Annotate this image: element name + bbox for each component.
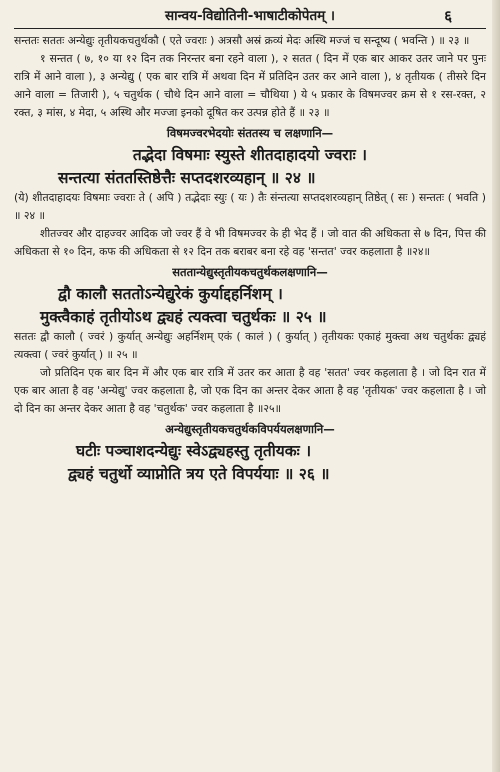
verse-26-line-1: घटीः पञ्चाशदन्येद्युः स्वेऽद्व्यहस्तु तृतीयकः । <box>76 441 312 460</box>
page-number: ६ <box>444 7 452 25</box>
commentary-24: शीतज्वर और दाहज्वर आदिक जो ज्वर हैं वे भी विषमज्वर के ही भेद हैं । जो वात की अधिकता से ७ दिन, पित्त की अधिकता से १० दिन, कफ की अधिकता से १२ दिन तक बराबर बना रहे वह 'सन्तत' ज्वर कहलाता है ॥२४॥ <box>14 227 486 258</box>
verse-25-line-2: मुक्त्वैकाहं तृतीयोऽथ द्व्यहं त्यक्त्वा चतुर्थकः ॥ २५ ॥ <box>40 307 327 326</box>
section-heading-26: अन्येद्युस्तृतीयकचतुर्थकविपर्ययलक्षणानि— <box>165 422 335 436</box>
commentary-25: जो प्रतिदिन एक बार दिन में और एक बार रात्रि में उतर कर आता है वह 'सतत' ज्वर कहलाता है । जो दिन रात में एक बार आता है वह 'अन्येद्यु' ज्वर कहलाता है, जो एक दिन का अन्तर देकर आता है वह 'तृतीयक' ज्वर कहलाता है । जो दो दिन का अन्तर देकर आता है वह 'चतुर्थक' ज्वर कहलाता है ॥२५॥ <box>14 366 486 415</box>
anvaya-24: (ये) शीतदाहादयः विषमाः ज्वराः ते ( अपि ) तद्भेदाः स्युः ( यः ) तैः संन्तत्या सप्तदशरव्यहान् तिष्ठेत् ( सः ) सन्ततः ( भवति ) ॥ २४ ॥ <box>14 191 486 222</box>
verse-26-line-2: द्व्यहं चतुर्थो व्याप्नोति त्रय एते विपर्ययाः ॥ २६ ॥ <box>68 464 330 483</box>
verse-24-line-2: सन्तत्या संततस्तिष्ठेत्तैः सप्तदशरव्यहान् ॥ २४ ॥ <box>58 168 316 187</box>
header-rule <box>14 28 486 29</box>
page-edge <box>492 0 500 772</box>
running-header <box>14 6 486 26</box>
section-heading-24: विषमज्वरभेदयोः संततस्य च लक्षणानि— <box>166 126 334 140</box>
anvaya-23: सन्ततः सततः अन्येद्युः तृतीयकचतुर्थकौ ( एते ज्वराः ) अत्रसौ अस्रं क्रव्यं मेदः अस्थि मज्जं च सन्दूष्य ( भवन्ति ) ॥ २३ ॥ <box>14 34 470 47</box>
verse-25-line-1: द्वौ कालौ सततोऽन्येद्युरेकं कुर्याद्दहर्निशम् । <box>58 284 283 303</box>
verse-24-line-1: तद्भेदा विषमाः स्युस्ते शीतदाहादयो ज्वराः । <box>132 145 368 164</box>
anvaya-25: सततः द्वौ कालौ ( ज्वरं ) कुर्यात् अन्येद्युः अहर्निशम् एकं ( कालं ) ( कुर्यात् ) तृतीयकः एकाहं मुक्त्वा अथ चतुर्थकः द्व्यहं त्यक्त्वा ( ज्वरं कुर्यात् ) ॥ २५ ॥ <box>14 330 486 361</box>
commentary-23: १ सन्तत ( ७, १० या १२ दिन तक निरन्तर बना रहने वाला ), २ सतत ( दिन में एक बार आकर उतर जाने पर पुनः रात्रि में आने वाला ), ३ अन्येद्यु ( एक बार रात्रि में अथवा दिन में प्रतिदिन उतर कर आने वाला ), ४ तृतीयक ( तीसरे दिन आने वाला = तिजारी ), ५ चतुर्थक ( चौथे दिन आने वाला = चौथिया ) ये ५ प्रकार के विषमज्वर क्रम से १ रस-रक्त, २ रक्त, ३ मांस, ४ मेदा, ५ अस्थि और मज्जा इनको दूषित कर उत्पन्न होते हैं ॥ २३ ॥ <box>14 52 486 119</box>
header-title: सान्वय-विद्योतिनी-भाषाटीकोपेतम् । <box>164 8 336 24</box>
section-heading-25: सततान्येद्युस्तृतीयकचतुर्थकलक्षणानि— <box>172 265 328 279</box>
